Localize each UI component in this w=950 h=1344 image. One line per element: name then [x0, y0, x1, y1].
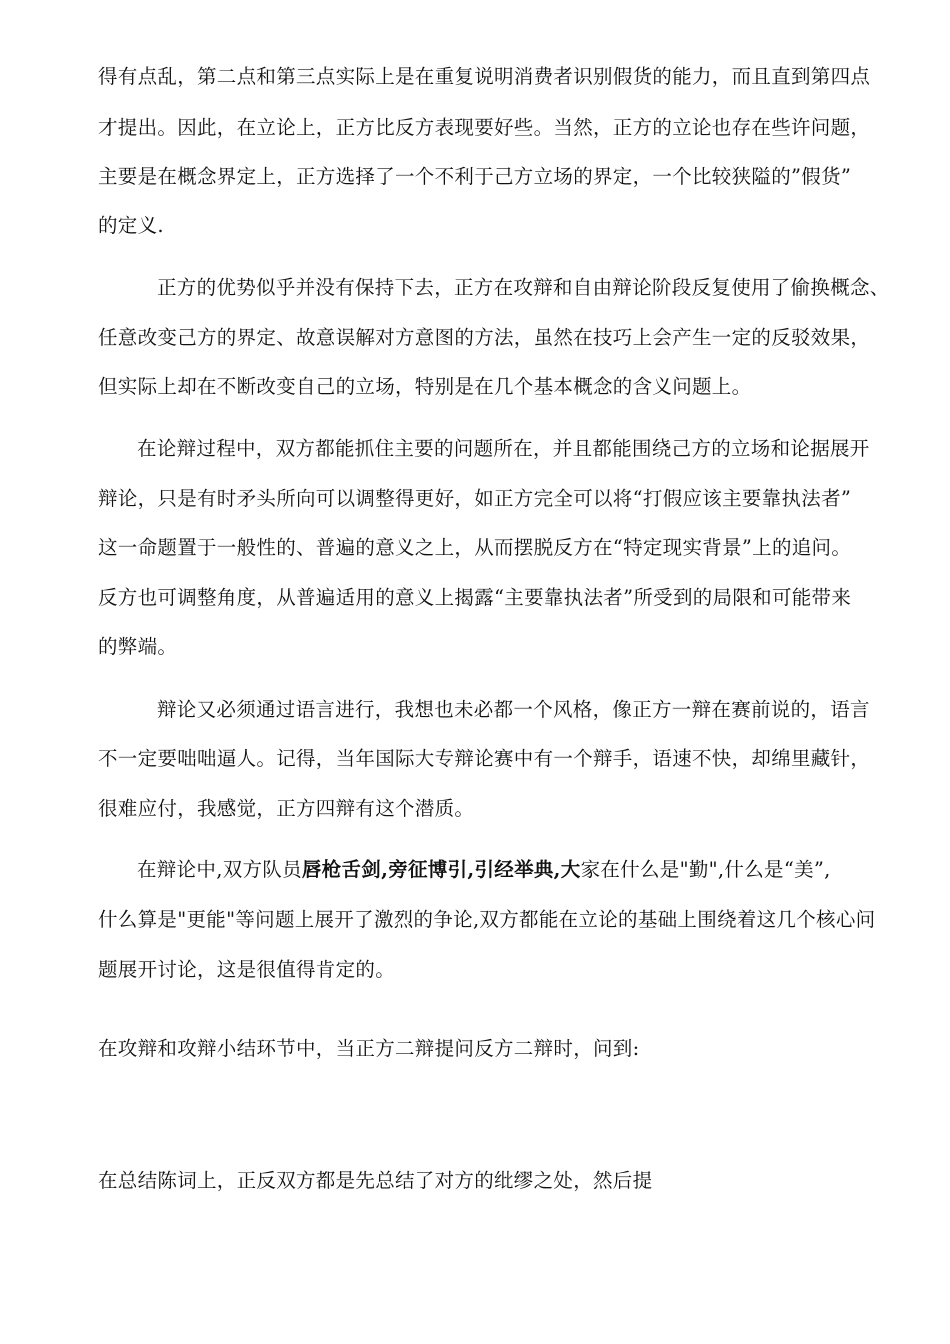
paragraph-4-line-3: 很难应付，我感觉，正方四辩有这个潜质。 — [98, 797, 475, 820]
paragraph-5-line-2: 什么算是"更能"等问题上展开了激烈的争论,双方都能在立论的基础上围绕着这几个核心问 — [98, 908, 876, 931]
paragraph-2-line-2: 任意改变己方的界定、故意误解对方意图的方法，虽然在技巧上会产生一定的反驳效果， — [98, 326, 871, 349]
paragraph-7-line-1: 在总结陈词上，正反双方都是先总结了对方的纰缪之处，然后提 — [98, 1169, 653, 1192]
paragraph-1-line-4: 的定义. — [98, 214, 164, 237]
paragraph-6-line-1: 在攻辩和攻辩小结环节中，当正方二辩提问反方二辩时，问到: — [98, 1037, 640, 1060]
paragraph-5-line-1 — [137, 857, 857, 883]
paragraph-1-line-2: 才提出。因此，在立论上，正方比反方表现要好些。当然，正方的立论也存在些许问题， — [98, 116, 871, 139]
paragraph-4-line-1: 辩论又必须通过语言进行，我想也未必都一个风格，像正方一辩在赛前说的，语言 — [157, 698, 870, 721]
paragraph-5-line-1-pre: 在辩论中,双方队员 — [137, 858, 302, 881]
paragraph-4-line-2: 不一定要咄咄逼人。记得，当年国际大专辩论赛中有一个辩手，语速不快，却绵里藏针， — [98, 747, 871, 770]
paragraph-2-line-3: 但实际上却在不断改变自己的立场，特别是在几个基本概念的含义问题上。 — [98, 375, 752, 398]
paragraph-2-line-1: 正方的优势似乎并没有保持下去，正方在攻辩和自由辩论阶段反复使用了偷换概念、 — [157, 276, 890, 299]
paragraph-5-line-3: 题展开讨论，这是很值得肯定的。 — [98, 958, 396, 981]
paragraph-5-line-1-post: 家在什么是"勤",什么是“美”, — [580, 858, 831, 881]
paragraph-3-line-4: 反方也可调整角度，从普遍适用的意义上揭露“主要靠执法者”所受到的局限和可能带来 — [98, 586, 852, 609]
paragraph-3-line-2: 辩论，只是有时矛头所向可以调整得更好，如正方完全可以将“打假应该主要靠执法者” — [98, 487, 852, 510]
paragraph-1-line-3: 主要是在概念界定上，正方选择了一个不利于己方立场的界定，一个比较狭隘的”假货” — [98, 165, 852, 188]
paragraph-5-bold-phrase: 唇枪舌剑,旁征博引,引经举典,大 — [301, 858, 581, 881]
paragraph-3-line-3: 这一命题置于一般性的、普遍的意义之上，从而摆脱反方在“特定现实背景”上的追问。 — [98, 536, 852, 559]
paragraph-3-line-5: 的弊端。 — [98, 635, 178, 658]
paragraph-3-line-1: 在论辩过程中，双方都能抓住主要的问题所在，并且都能围绕己方的立场和论据展开 — [137, 437, 870, 460]
paragraph-1-line-1: 得有点乱，第二点和第三点实际上是在重复说明消费者识别假货的能力，而且直到第四点 — [98, 65, 871, 88]
